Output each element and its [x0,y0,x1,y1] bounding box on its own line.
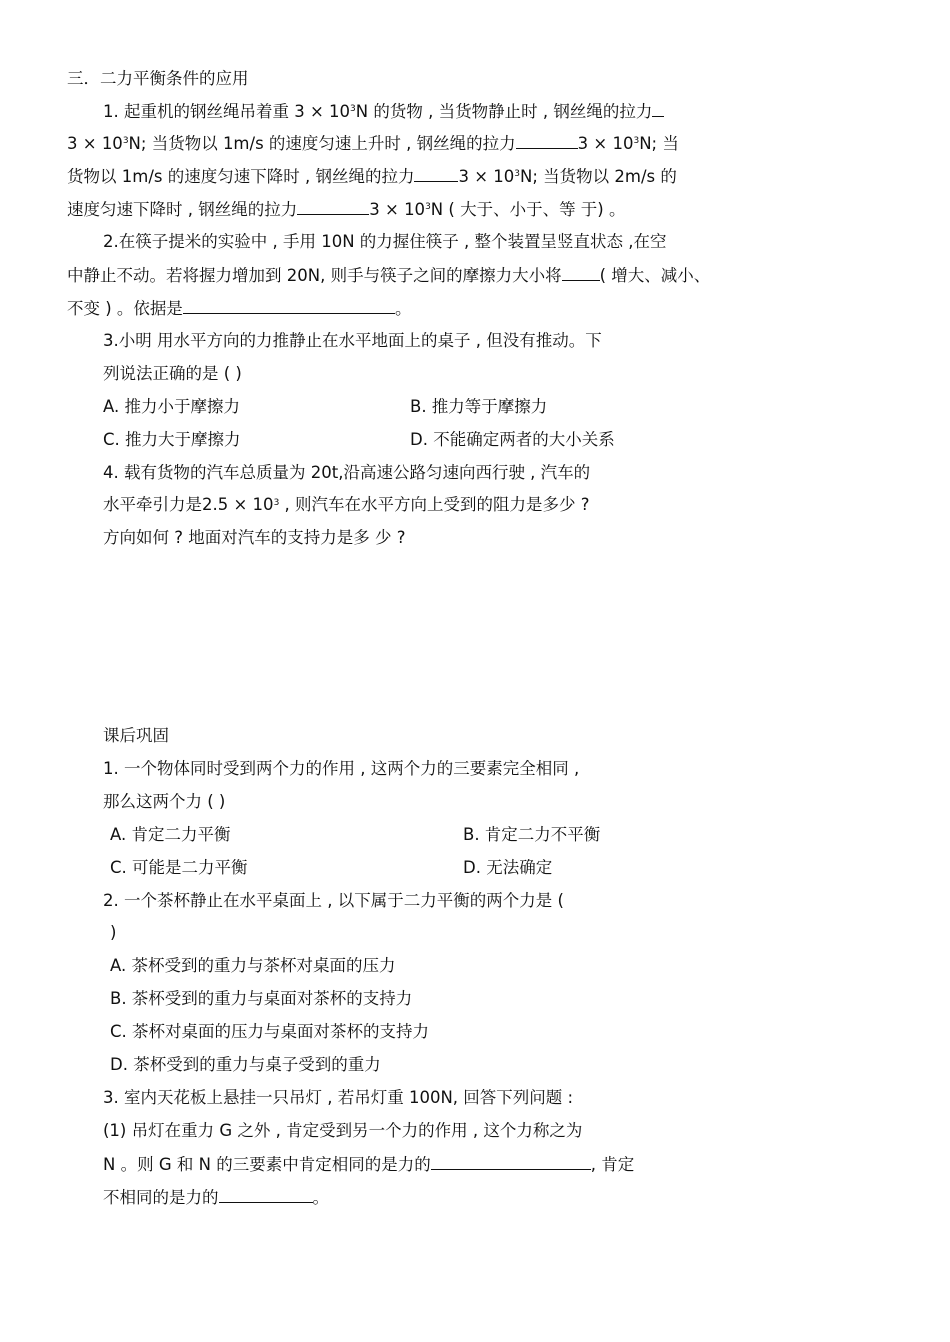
q1-line3 [67,165,677,188]
text: 3 × 10 [369,200,426,219]
q3-option-c[interactable]: C. 推力大于摩擦力 [103,430,241,449]
text: 。 [394,299,412,318]
r3-line1: 3. 室内天花板上悬挂一只吊灯 , 若吊灯重 100N, 回答下列问题 : [103,1088,574,1107]
r1-option-c[interactable]: C. 可能是二力平衡 [110,858,248,877]
text: 中静止不动。若将握力增加到 20N, 则手与筷子之间的摩擦力大小将 [67,266,562,285]
text: 3 × 10 [67,134,123,153]
r2-option-a[interactable]: A. 茶杯受到的重力与茶杯对桌面的压力 [110,956,396,975]
exponent: 3 [350,104,356,114]
r1-line1: 1. 一个物体同时受到两个力的作用 , 这两个力的三要素完全相同 , [103,759,580,778]
r3-line2: (1) 吊灯在重力 G 之外 , 肯定受到另一个力的作用 , 这个力称之为 [103,1121,583,1140]
exponent: 3 [514,169,520,179]
r2-option-b[interactable]: B. 茶杯受到的重力与桌面对茶杯的支持力 [110,989,413,1008]
q3-option-d[interactable]: D. 不能确定两者的大小关系 [410,430,615,449]
r1-option-d[interactable]: D. 无法确定 [463,858,553,877]
answer-blank[interactable] [183,297,395,314]
answer-blank[interactable] [414,165,458,182]
exponent: 3 [273,498,280,508]
section-title: 三．二力平衡条件的应用 [67,69,249,88]
review-title: 课后巩固 [103,726,169,745]
answer-blank[interactable] [297,198,369,215]
answer-blank[interactable] [562,264,600,281]
q4-line3: 方向如何 ? 地面对汽车的支持力是多 少 ? [103,528,406,547]
answer-blank[interactable] [516,132,578,149]
text: 3 × 10 [577,134,634,153]
text: , 肯定 [590,1155,635,1174]
text: N 。则 G 和 N 的三要素中肯定相同的是力的 [103,1155,431,1174]
text: 1. 起重机的钢丝绳吊着重 3 × 10 [103,102,351,121]
q1-line4 [67,198,626,221]
q4-line2 [103,494,590,516]
r2-line2: ) [110,923,117,942]
text: 。 [312,1188,329,1207]
r2-line1: 2. 一个茶杯静止在水平桌面上 , 以下属于二力平衡的两个力是 ( [103,891,564,910]
text: 不变 ) 。依据是 [67,299,183,318]
answer-blank[interactable] [652,100,664,117]
q4-line1: 4. 载有货物的汽车总质量为 20t,沿高速公路匀速向西行驶 , 汽车的 [103,463,591,482]
text: N; 当货物以 1m/s 的速度匀速上升时 , 钢丝绳的拉力 [128,134,516,153]
q1-line1 [103,100,664,123]
text: , 则汽车在水平方向上受到的阻力是多少 ? [279,495,590,514]
q3-option-a[interactable]: A. 推力小于摩擦力 [103,397,240,416]
text: N 的货物 , 当货物静止时 , 钢丝绳的拉力 [355,102,653,121]
r3-line4 [103,1186,329,1209]
exponent: 3 [633,136,640,146]
answer-blank[interactable] [219,1186,313,1203]
answer-blank[interactable] [431,1153,591,1170]
q3-line2: 列说法正确的是 ( ) [103,364,242,383]
q3-line1: 3.小明 用水平方向的力推静止在水平地面上的桌子 , 但没有推动。下 [103,331,602,350]
r3-line3 [103,1153,634,1176]
text: N; 当货物以 2m/s 的 [520,167,677,186]
exponent: 3 [425,202,431,212]
text: ( 增大、减小、 [599,266,711,285]
text: N; 当 [639,134,679,153]
r1-option-b[interactable]: B. 肯定二力不平衡 [463,825,601,844]
q2-line2 [67,264,710,287]
text: 不相同的是力的 [103,1188,219,1207]
text: 水平牵引力是2.5 × 10 [103,495,274,514]
text: 3 × 10 [458,167,515,186]
r1-option-a[interactable]: A. 肯定二力平衡 [110,825,231,844]
text: 速度匀速下降时 , 钢丝绳的拉力 [67,200,298,219]
text: 货物以 1m/s 的速度匀速下降时 , 钢丝绳的拉力 [67,167,415,186]
q2-line1: 2.在筷子提米的实验中 , 手用 10N 的力握住筷子 , 整个装置呈竖直状态 ,在空 [103,232,667,251]
q3-option-b[interactable]: B. 推力等于摩擦力 [410,397,548,416]
r2-option-c[interactable]: C. 茶杯对桌面的压力与桌面对茶杯的支持力 [110,1022,430,1041]
r1-line2: 那么这两个力 ( ) [103,792,226,811]
text: N ( 大于、小于、等 于) 。 [430,200,626,219]
exponent: 3 [122,136,129,146]
q2-line3 [67,297,411,320]
r2-option-d[interactable]: D. 茶杯受到的重力与桌子受到的重力 [110,1055,381,1074]
q1-line2 [67,132,679,155]
